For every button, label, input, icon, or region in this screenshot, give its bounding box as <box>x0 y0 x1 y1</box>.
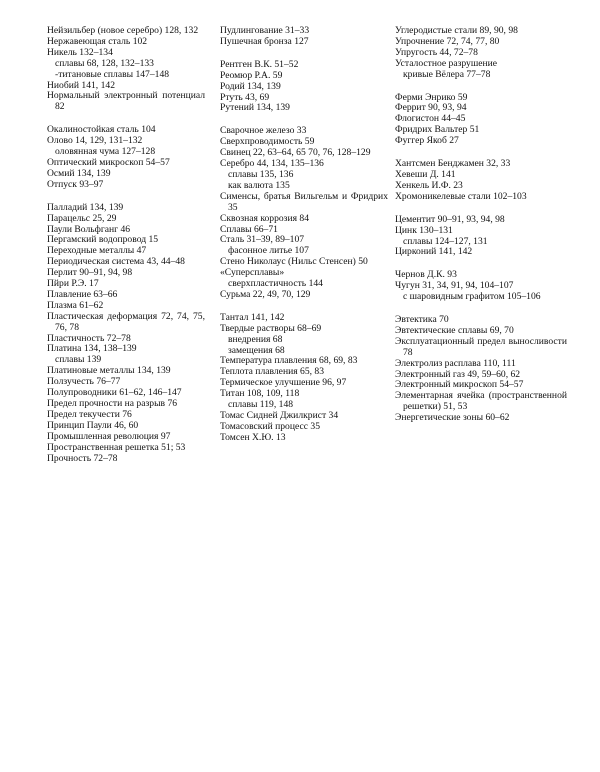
index-subentry: сплавы 124–127, 131 <box>403 235 488 247</box>
index-entry: Фуггер Якоб 27 <box>395 135 459 147</box>
index-entry: Пушечная бронза 127 <box>220 35 309 47</box>
index-entry: Цинк 130–131 <box>395 224 453 236</box>
index-entry: Сталь 31–39, 89–107 <box>220 234 305 246</box>
index-subentry: как валюта 135 <box>228 179 290 191</box>
index-entry: Плавление 63–66 <box>47 288 118 300</box>
index-subentry: сверхпластичность 144 <box>228 278 323 290</box>
index-entry: Твердые растворы 68–69 <box>220 322 322 334</box>
index-entry: Полупроводники 61–62, 146–147 <box>47 387 182 399</box>
index-entry: Сурьма 22, 49, 70, 129 <box>220 288 311 300</box>
index-subentry: сплавы 135, 136 <box>228 168 294 180</box>
index-entry: Тантал 141, 142 <box>220 311 285 323</box>
index-letter-group <box>47 25 208 113</box>
index-subentry: кривые Вёлера 77–78 <box>403 68 491 80</box>
index-entry: Ртуть 43, 69 <box>220 91 270 103</box>
index-letter-group <box>47 125 205 190</box>
index-entry: Температура плавления 68, 69, 83 <box>220 355 358 367</box>
index-entry: Ниобий 141, 142 <box>47 79 115 91</box>
index-entry: Упругость 44, 72–78 <box>395 46 478 58</box>
index-letter-group <box>395 270 567 303</box>
index-letter-group <box>395 314 570 424</box>
index-entry: Пергамский водопровод 15 <box>47 234 159 246</box>
index-entry: Феррит 90, 93, 94 <box>395 102 467 114</box>
index-entry: Чугун 31, 34, 91, 94, 104–107 <box>395 280 514 292</box>
index-letter-group <box>395 159 567 203</box>
index-subentry: сплавы 139 <box>55 354 102 366</box>
index-subentry: внедрения 68 <box>228 333 283 345</box>
index-entry: Углеродистые стали 89, 90, 98 <box>395 25 518 36</box>
index-letter-group <box>220 313 388 444</box>
index-entry: Предел текучести 76 <box>47 408 132 420</box>
index-entry: Сименсы, братья Вильгельм и Фридрих 35 <box>220 190 391 213</box>
index-entry: Хевеши Д. 141 <box>395 168 456 180</box>
index-entry: Элементарная ячейка (пространственной решетки) 51, 53 <box>395 390 570 413</box>
index-subentry: оловянная чума 127–128 <box>55 146 156 158</box>
index-entry: Плазма 61–62 <box>47 299 104 311</box>
index-subentry: фасонное литье 107 <box>228 245 309 257</box>
index-entry: Чернов Д.К. 93 <box>395 269 457 281</box>
index-entry: Нормальный электронный потенциал 82 <box>47 90 208 113</box>
index-entry: Пластическая деформация 72, 74, 75, 76, 78 <box>47 310 208 333</box>
index-letter-group <box>220 125 391 301</box>
index-entry: Хенкель И.Ф. 23 <box>395 179 463 191</box>
index-entry: Эвтектические сплавы 69, 70 <box>395 324 514 336</box>
index-entry: Флогистон 44–45 <box>395 113 466 125</box>
index-column-3 <box>395 25 570 436</box>
index-entry: Окалиностойкая сталь 104 <box>47 124 156 136</box>
index-entry: Парацельс 25, 29 <box>47 212 117 224</box>
index-letter-group <box>395 93 567 148</box>
index-entry: Оптический микроскоп 54–57 <box>47 156 170 168</box>
index-entry: Серебро 44, 134, 135–136 <box>220 158 324 170</box>
index-entry: Цирконий 141, 142 <box>395 246 473 258</box>
index-entry: Хантсмен Бенджамен 32, 33 <box>395 158 511 170</box>
index-entry: Паули Вольфганг 46 <box>47 223 131 235</box>
index-letter-group <box>395 26 567 81</box>
index-entry: Упрочнение 72, 74, 77, 80 <box>395 35 500 47</box>
index-entry: Цементит 90–91, 93, 94, 98 <box>395 213 505 225</box>
index-entry: Пространственная решетка 51; 53 <box>47 441 186 453</box>
index-entry: Рутений 134, 139 <box>220 102 290 114</box>
index-entry: Пудлингование 31–33 <box>220 25 310 36</box>
index-entry: Промышленная революция 97 <box>47 430 171 442</box>
index-entry: Рентген В.К. 51–52 <box>220 58 299 70</box>
index-entry: Сварочное железо 33 <box>220 125 307 137</box>
index-entry: Перлит 90–91, 94, 98 <box>47 267 133 279</box>
index-column-1 <box>47 25 208 476</box>
index-entry: Сверхпроводимость 59 <box>220 136 315 148</box>
index-entry: Принцип Паули 46, 60 <box>47 419 139 431</box>
index-entry: Пйри Р.Э. 17 <box>47 278 99 290</box>
index-entry: Платина 134, 138–139 <box>47 343 137 355</box>
index-entry: Пластичность 72–78 <box>47 332 131 344</box>
index-entry: Эксплуатационный предел выносливости 78 <box>395 335 570 358</box>
index-entry: Переходные металлы 47 <box>47 245 147 257</box>
index-entry: Предел прочности на разрыв 76 <box>47 398 178 409</box>
index-entry: Осмий 134, 139 <box>47 167 111 179</box>
index-entry: Нержавеющая сталь 102 <box>47 35 148 47</box>
index-entry: Стено Николаус (Нильс Стенсен) 50 <box>220 256 368 268</box>
index-entry: Эвтектика 70 <box>395 314 449 326</box>
index-entry: Свинец 22, 63–64, 65 70, 76, 128–129 <box>220 147 371 159</box>
index-entry: Прочность 72–78 <box>47 452 118 464</box>
index-letter-group <box>220 60 388 115</box>
index-entry: Сквозная коррозия 84 <box>220 212 310 224</box>
index-entry: Никель 132–134 <box>47 46 113 58</box>
index-subentry: сплавы 119, 148 <box>228 399 294 411</box>
index-entry: Периодическая система 43, 44–48 <box>47 256 185 268</box>
index-entry: Олово 14, 129, 131–132 <box>47 135 143 147</box>
index-entry: Томас Сидней Джилкрист 34 <box>220 410 339 421</box>
index-entry: Отпуск 93–97 <box>47 178 104 190</box>
index-entry: Электронный газ 49, 59–60, 62 <box>395 368 521 380</box>
index-entry: «Суперсплавы» <box>220 267 285 279</box>
index-entry: Фридрих Вальтер 51 <box>395 124 480 136</box>
index-entry: Усталостное разрушение <box>395 57 498 69</box>
index-entry: Палладий 134, 139 <box>47 201 124 213</box>
index-entry: Томсен Х.Ю. 13 <box>220 431 286 443</box>
index-entry: Ползучесть 76–77 <box>47 376 121 388</box>
index-entry: Нейзильбер (новое серебро) 128, 132 <box>47 25 199 36</box>
index-entry: Родий 134, 139 <box>220 80 281 92</box>
index-subentry: с шаровидным графитом 105–106 <box>403 291 541 303</box>
index-entry: Сплавы 66–71 <box>220 223 278 235</box>
index-entry: Титан 108, 109, 118 <box>220 388 300 400</box>
index-entry: Томасовский процесс 35 <box>220 420 320 432</box>
index-entry: Теплота плавления 65, 83 <box>220 366 325 378</box>
index-entry: Электролиз расплава 110, 111 <box>395 357 516 369</box>
index-letter-group <box>395 215 567 259</box>
index-entry: Энергетические зоны 60–62 <box>395 412 510 424</box>
index-column-2 <box>220 25 391 456</box>
index-entry: Реомюр Р.А. 59 <box>220 69 283 81</box>
index-entry: Платиновые металлы 134, 139 <box>47 365 171 377</box>
index-entry: Ферми Энрико 59 <box>395 91 468 103</box>
index-subentry: сплавы 68, 128, 132–133 <box>55 57 154 69</box>
index-subentry: замещения 68 <box>228 344 285 356</box>
index-entry: Термическое улучшение 96, 97 <box>220 377 347 389</box>
index-entry: Электронный микроскоп 54–57 <box>395 379 524 391</box>
index-letter-group <box>47 201 208 465</box>
index-entry: Хромоникелевые стали 102–103 <box>395 190 527 202</box>
index-letter-group <box>220 26 388 48</box>
index-subentry: -титановые сплавы 147–148 <box>55 68 170 80</box>
